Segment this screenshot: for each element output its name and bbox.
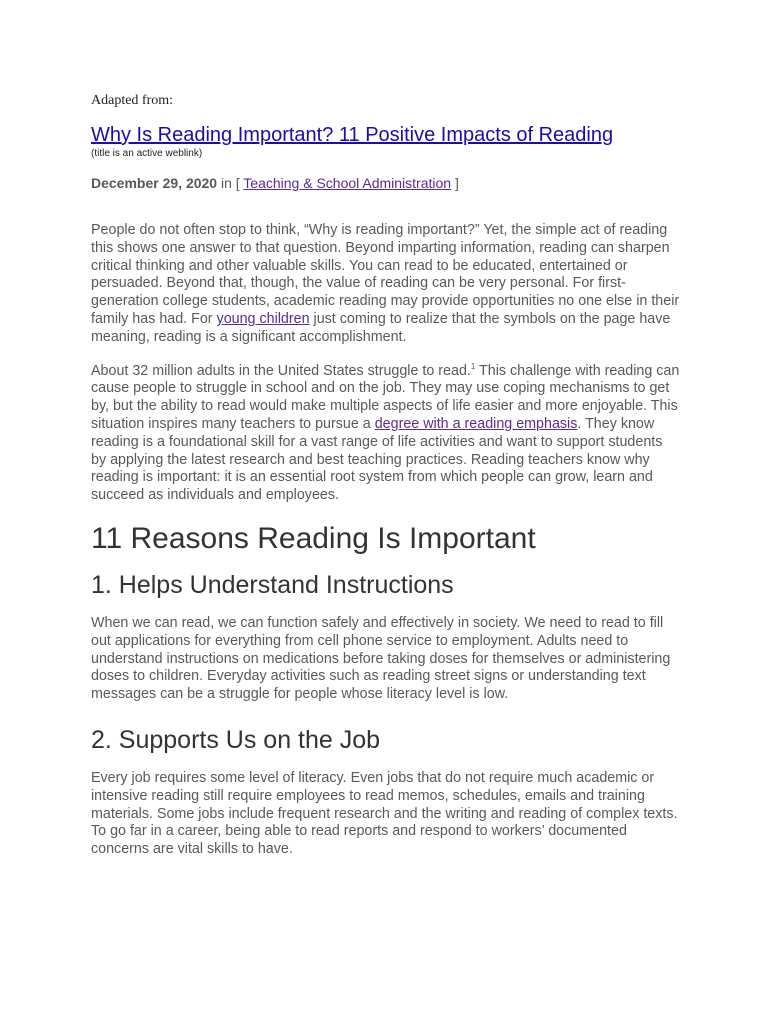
section-heading-2: 2. Supports Us on the Job <box>91 725 381 754</box>
meta-close-bracket: ] <box>451 175 459 191</box>
footnote-marker: 1 <box>470 361 476 371</box>
intro-p2-text-a: About 32 million adults in the United States struggle to read. <box>91 362 471 379</box>
article-meta <box>91 174 681 192</box>
intro-p1-text-a: People do not often stop to think, “Why is reading important?” Yet, the simple act of reading this shows one answer to that question. Beyond imparting information, reading can sharpen critical thinking and other valuable skills. You can read to be educated, entertained or persuaded. Beyond that, though, the value of reading can be very personal. For first-generation college students, academic reading may provide opportunities no one else in their family has had. For <box>91 222 680 327</box>
article-title-link[interactable]: Why Is Reading Important? 11 Positive Impacts of Reading <box>91 124 614 146</box>
section-heading-1: 1. Helps Understand Instructions <box>91 570 454 599</box>
reading-degree-link[interactable]: degree with a reading emphasis <box>374 415 578 432</box>
intro-p2-text-b: This challenge with reading can cause people to struggle in school and on the job. They may use coping mechanisms to get by, but the ability to read would make multiple aspects of life easier and more enjoyable. This situation inspires many teachers to pursue a <box>91 362 680 432</box>
meta-in-text: in [ <box>217 175 244 191</box>
article-date: December 29, 2020 <box>91 175 218 191</box>
section-body-2: Every job requires some level of literacy. Even jobs that do not require much academic or intensive reading still require employees to read memos, schedules, emails and training materials. Some jobs include frequent research and the writing and reading of complex texts. To go far in a career, being able to read reports and respond to workers’ documented concerns are vital skills to have. <box>91 769 678 858</box>
intro-paragraph-2 <box>91 363 681 505</box>
intro-p2-text-c: . They know reading is a foundational skill for a vast range of life activities and want to support students by applying the latest research and best teaching practices. Reading teachers know why reading is important: it is an essential root system from which people can grow, learn and succeed as individuals and employees. <box>91 415 663 504</box>
title-note: (title is an active weblink) <box>91 148 203 159</box>
main-heading: 11 Reasons Reading Is Important <box>91 521 536 555</box>
document-page <box>91 92 681 875</box>
intro-paragraph-1 <box>91 222 681 347</box>
adapted-from-label: Adapted from: <box>91 93 174 108</box>
intro-p1-text-b: just coming to realize that the symbols on the page have meaning, reading is a significant accomplishment. <box>91 310 671 345</box>
category-link[interactable]: Teaching & School Administration <box>243 175 452 191</box>
young-children-link[interactable]: young children <box>216 310 310 327</box>
section-body-1: When we can read, we can function safely and effectively in society. We need to read to fill out applications for everything from cell phone service to employment. Adults need to understand instructions on medications before taking doses for themselves or administering doses to children. Everyday activities such as reading street signs or understanding text messages can be a struggle for people whose literacy level is low. <box>91 614 671 703</box>
